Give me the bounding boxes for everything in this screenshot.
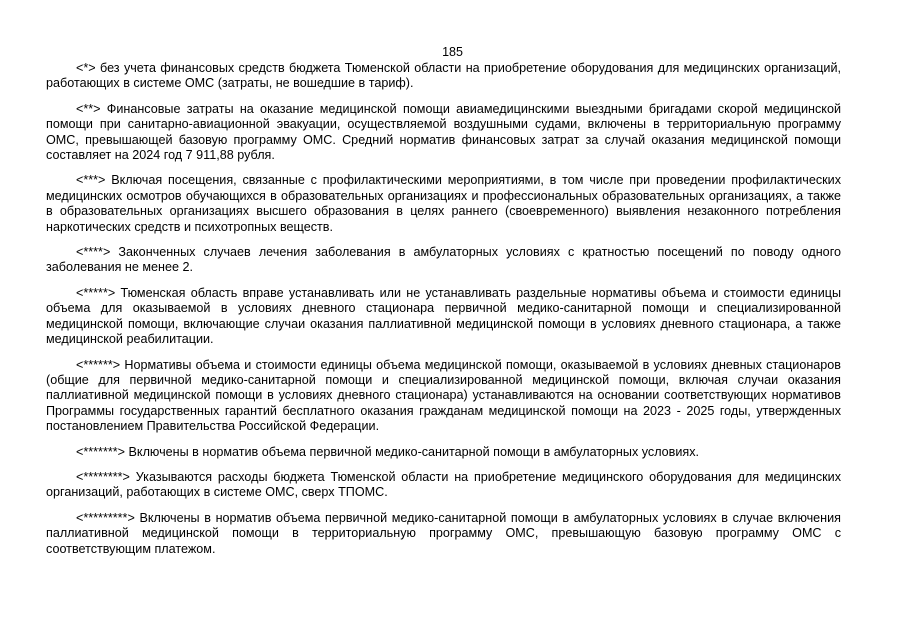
- footnote-marker: <******>: [76, 357, 121, 372]
- footnote-text: Финансовые затраты на оказание медицинской помощи авиамедицинскими выездными бригадами скорой медицинской помощи при санитарно-авиационной эвакуации, осуществляемой воздушными судами, включены в территориальную программу ОМС, превышающей базовую программу ОМС. Средний норматив финансовых затрат за случай оказания медицинской помощи составляет на 2024 год 7 911,88 рубля.: [46, 101, 841, 163]
- footnote-marker: <*******>: [76, 444, 126, 459]
- footnote: [46, 61, 841, 92]
- footnote-marker: <**>: [76, 101, 101, 116]
- footnote: [46, 286, 841, 348]
- footnote-text: Нормативы объема и стоимости единицы объема медицинской помощи, оказываемой в условиях дневных стационаров (общие для первичной медико-санитарной помощи и специализированной медицинской помощи, включая случаи оказания паллиативной медицинской помощи в условиях дневного стационара) устанавливаются на основании соответствующих нормативов Программы государственных гарантий бесплатного оказания гражданам медицинской помощи на 2023 - 2025 годы, утвержденных постановлением Правительства Российской Федерации.: [46, 357, 841, 434]
- footnote-marker: <****>: [76, 245, 111, 260]
- footnote: [46, 445, 841, 460]
- footnote-marker: <*>: [76, 61, 96, 75]
- page-number: 185: [442, 45, 463, 59]
- footnote-marker: <********>: [76, 469, 130, 484]
- footnote: [46, 245, 841, 276]
- footnote: [46, 511, 841, 557]
- footnote-text: Включая посещения, связанные с профилактическими мероприятиями, в том числе при проведении профилактических медицинских осмотров обучающихся в образовательных организациях и профессиональных образовательных организациях, а также в образовательных организациях высшего образования в целях раннего (своевременного) выявления незаконного потребления наркотических средств и психотропных веществ.: [46, 173, 841, 234]
- footnote-text: Законченных случаев лечения заболевания в амбулаторных условиях с кратностью посещений по поводу одного заболевания не менее 2.: [46, 245, 842, 275]
- footnote-marker: <***>: [76, 173, 106, 188]
- footnotes-section: [46, 61, 841, 567]
- footnote-text: Включены в норматив объема первичной медико-санитарной помощи в амбулаторных условиях в случае включения паллиативной медицинской помощи в территориальную программу ОМС, превышающую базовую программу ОМС с соответствующим платежом.: [46, 510, 841, 556]
- footnote: [46, 102, 841, 164]
- footnote-text: Указываются расходы бюджета Тюменской области на приобретение медицинского оборудования для медицинских организаций, работающих в системе ОМС, сверх ТПОМС.: [46, 469, 841, 500]
- footnote-text: без учета финансовых средств бюджета Тюменской области на приобретение оборудования для медицинских организаций, работающих в системе ОМС (затраты, не вошедшие в тариф).: [46, 61, 841, 91]
- footnote-marker: <*****>: [76, 285, 116, 300]
- footnote-text: Включены в норматив объема первичной медико-санитарной помощи в амбулаторных условиях.: [128, 444, 700, 459]
- footnote: [46, 470, 841, 501]
- footnote: [46, 173, 841, 235]
- footnote-marker: <*********>: [76, 510, 135, 525]
- footnote-text: Тюменская область вправе устанавливать или не устанавливать раздельные нормативы объема и стоимости единицы объема для оказываемой в условиях дневного стационара первичной медико-санитарной помощи и специализированной медицинской помощи, включающие случаи оказания паллиативной медицинской помощи в условиях дневного стационара, а также медицинской реабилитации.: [46, 285, 842, 347]
- footnote: [46, 358, 841, 435]
